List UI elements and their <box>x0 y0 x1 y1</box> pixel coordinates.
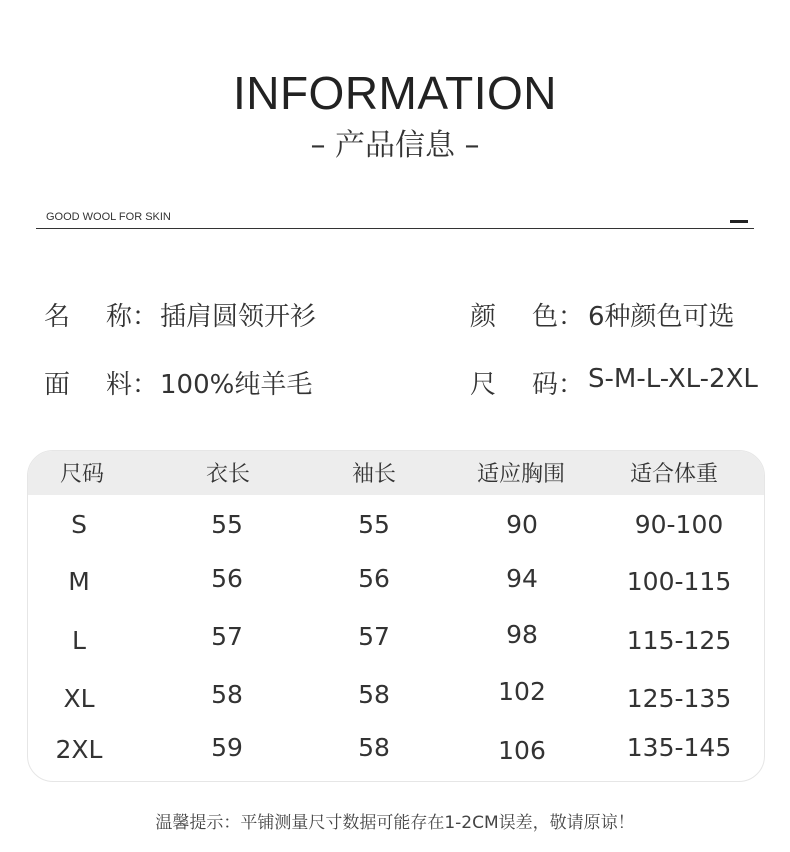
cell-weight: 135-145 <box>626 733 732 762</box>
cell-sleeve: 56 <box>358 564 390 593</box>
header-length: 衣长 <box>205 462 251 487</box>
info-fabric-value: 100%纯羊毛 <box>160 370 313 400</box>
cell-length: 57 <box>211 622 243 651</box>
size-table-header <box>28 451 764 495</box>
cell-weight: 90-100 <box>634 510 724 539</box>
info-color-value: 6种颜色可选 <box>588 302 735 332</box>
tagline: GOOD WOOL FOR SKIN <box>46 211 171 223</box>
cell-length: 56 <box>211 564 243 593</box>
info-color-label-1: 颜 <box>470 302 497 332</box>
cell-weight: 100-115 <box>626 567 732 596</box>
info-size-label-1: 尺 <box>470 370 497 400</box>
info-size-label-2: 码： <box>532 370 585 400</box>
info-name-label-1: 名 <box>44 302 71 332</box>
cell-chest: 106 <box>498 736 546 765</box>
cell-chest: 98 <box>506 620 538 649</box>
page-subtitle: – 产品信息 – <box>310 128 480 163</box>
header-sleeve: 袖长 <box>351 462 397 487</box>
size-table <box>27 450 765 782</box>
cell-weight: 125-135 <box>626 684 732 713</box>
cell-weight: 115-125 <box>626 626 732 655</box>
divider-dash <box>730 220 748 223</box>
cell-size: XL <box>63 684 95 713</box>
cell-sleeve: 58 <box>358 680 390 709</box>
cell-sleeve: 57 <box>358 622 390 651</box>
cell-chest: 90 <box>506 510 538 539</box>
info-name-value: 插肩圆领开衫 <box>160 302 317 332</box>
info-fabric-label-2: 料： <box>106 370 159 400</box>
cell-sleeve: 58 <box>358 733 390 762</box>
info-color-label-2: 色： <box>532 302 585 332</box>
cell-size: S <box>71 510 87 539</box>
header-chest: 适应胸围 <box>476 462 566 487</box>
cell-size: L <box>72 626 86 655</box>
info-name-label-2: 称： <box>106 302 159 332</box>
info-size-value: S-M-L-XL-2XL <box>588 364 758 394</box>
cell-size: M <box>68 567 90 596</box>
cell-length: 59 <box>211 733 243 762</box>
cell-length: 55 <box>211 510 243 539</box>
page-title: INFORMATION <box>232 67 558 119</box>
cell-length: 58 <box>211 680 243 709</box>
cell-chest: 102 <box>498 677 546 706</box>
header-weight: 适合体重 <box>629 462 719 487</box>
cell-sleeve: 55 <box>358 510 390 539</box>
cell-chest: 94 <box>506 564 538 593</box>
measurement-note: 温馨提示：平铺测量尺寸数据可能存在1-2CM误差，敬请原谅！ <box>155 813 635 833</box>
header-size: 尺码 <box>59 462 105 487</box>
info-fabric-label-1: 面 <box>44 370 71 400</box>
divider-line <box>36 228 754 229</box>
cell-size: 2XL <box>55 735 103 764</box>
